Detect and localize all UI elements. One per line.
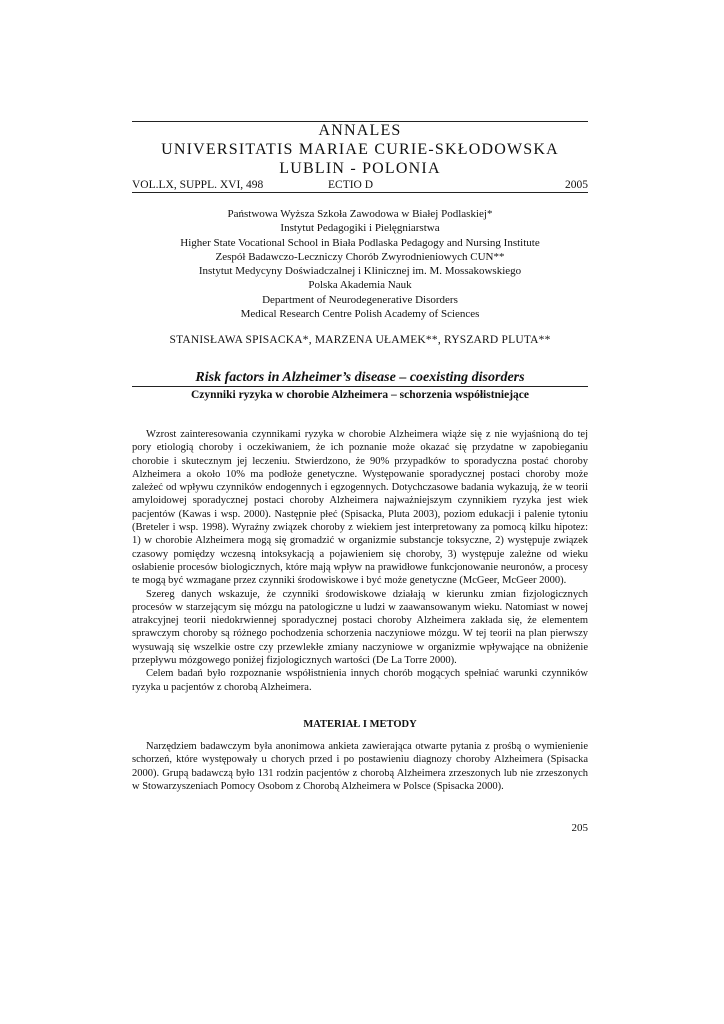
- authors: STANISŁAWA SPISACKA*, MARZENA UŁAMEK**, RYSZARD PLUTA**: [169, 334, 551, 346]
- body-paragraph-3: Celem badań było rozpoznanie współistnienia innych chorób mogących spełniać warunki czynników ryzyka u pacjentów z chorobą Alzheimera.: [132, 668, 588, 693]
- affiliation-line: Higher State Vocational School in Biała Podlaska Pedagogy and Nursing Institute: [180, 236, 540, 249]
- journal-title-line3: LUBLIN - POLONIA: [279, 160, 441, 177]
- affiliation-line: Medical Research Centre Polish Academy of Sciences: [240, 308, 480, 321]
- page-number: 205: [571, 822, 588, 834]
- article-title-english: Risk factors in Alzheimer’s disease – coexisting disorders: [195, 370, 525, 385]
- volume-info: VOL.LX, SUPPL. XVI, 498: [132, 179, 264, 191]
- methods-body: [132, 740, 588, 793]
- section-heading-methods: MATERIAŁ I METODY: [303, 719, 417, 730]
- journal-title-line2: UNIVERSITATIS MARIAE CURIE-SKŁODOWSKA: [161, 141, 559, 158]
- header-bottom-rule: [132, 192, 588, 193]
- affiliation-line: Instytut Pedagogiki i Pielęgniarstwa: [280, 222, 440, 235]
- affiliation-line: Instytut Medycyny Doświadczalnej i Klinicznej im. M. Mossakowskiego: [198, 265, 522, 278]
- journal-title-line1: ANNALES: [318, 122, 402, 139]
- section-info: ECTIO D: [328, 179, 374, 191]
- affiliation-line: Polska Akademia Nauk: [308, 279, 412, 292]
- affiliation-line: Państwowa Wyższa Szkoła Zawodowa w Białej Podlaskiej*: [227, 208, 493, 220]
- affiliations: [132, 207, 588, 321]
- body-paragraph-2: Szereg danych wskazuje, że czynniki środowiskowe działają w kierunku zmian fizjologicznych procesów w starzejącym się mózgu na patologiczne u ludzi w zaawansowanym wieku. Natomiast w nowej atrakcyjnej teorii niedokrwiennej sporadycznej postaci choroby Alzheimera zakłada się, że elementem sprawczym choroby są różnego pochodzenia schorzenia naczyniowe mózgu. W tej teorii na plan pierwszy wysuwają się wszelkie ostre czy przewlekłe zmiany naczyniowe w organizmie wpływające na obniżenie przepływu mózgowego poniżej fizjologicznych wartości (De La Torre 2000).: [132, 588, 588, 667]
- article-body: [132, 428, 588, 694]
- affiliation-line: Department of Neurodegenerative Disorders: [262, 293, 458, 306]
- affiliation-line: Zespół Badawczo-Leczniczy Chorób Zwyrodnieniowych CUN**: [215, 250, 505, 263]
- body-paragraph-1: Wzrost zainteresowania czynnikami ryzyka w chorobie Alzheimera wiąże się z nie wyjaśnioną do tej pory etiologią choroby i oczekiwaniem, że ich poznanie może okazać się przydatne w zapobieganiu chorobie i skutecznym jej leczeniu. Stwierdzono, że 90% przypadków to sporadyczna postać choroby Alzheimera a około 10% ma podłoże genetyczne. Występowanie sporadycznej postaci choroby może zależeć od wpływu czynników endogennych i egzogennych. Dotychczasowe badania wykazują, że w teorii amyloidowej sporadycznej postaci choroby Alzheimera najważniejszym czynnikiem ryzyka jest wiek pacjentów (Kawas i wsp. 2000). Następnie płeć (Spisacka, Pluta 2003), poziom edukacji i palenie tytoniu (Breteler i wsp. 1998). Wyraźny związek choroby z wiekiem jest interpretowany za pomocą kilku hipotez: 1) w chorobie Alzheimera mogą się gromadzić w organizmie substancje toksyczne, 2) występuje związek czasowy pomiędzy wczesną intoksykacją a pojawieniem się choroby, 3) występuje zależne od wieku osłabienie procesów biologicznych, które mają wpływ na prawidłowe funkcjonowanie neuronów, a procesy te mogą być wzmagane przez czynniki środowiskowe i być może genetyczne (McGeer, McGeer 2000).: [132, 429, 588, 587]
- year-info: 2005: [565, 179, 588, 191]
- journal-meta: [132, 178, 588, 192]
- article-title-polish: Czynniki ryzyka w chorobie Alzheimera – schorzenia współistniejące: [190, 389, 530, 401]
- body-paragraph-4: Narzędziem badawczym była anonimowa ankieta zawierająca otwarte pytania z prośbą o wymienienie schorzeń, które występowały u chorych przed i po postawieniu diagnozy choroby Alzheimera (Spisacka 2000). Grupą badawczą było 131 rodzin pacjentów z chorobą Alzheimera zrzeszonych lub nie zrzeszonych w Stowarzyszeniach Pomocy Osobom z Chorobą Alzheimera w Polsce (Spisacka 2000).: [132, 741, 588, 792]
- title-rule: [132, 386, 588, 387]
